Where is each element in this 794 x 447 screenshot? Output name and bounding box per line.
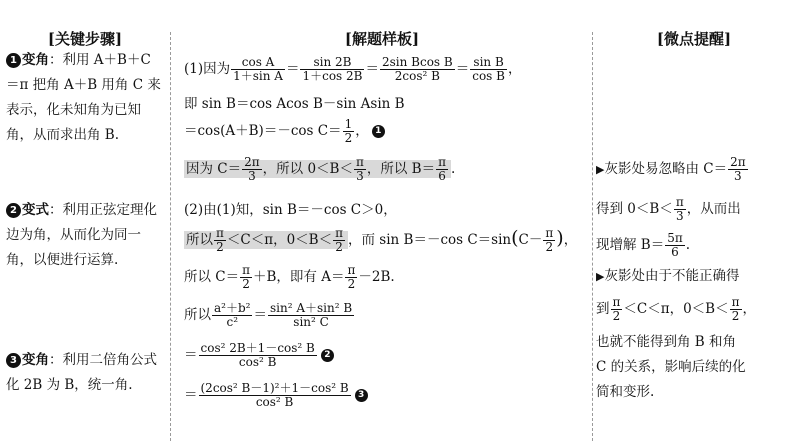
- template-body: [184, 0, 588, 447]
- fraction: $\frac{\pi}{3}$: [355, 155, 364, 183]
- step-2: [6, 198, 164, 273]
- fraction: $\frac{2\pi}{3}$: [730, 155, 746, 183]
- line-5: (2)由(1)知，sin B＝－cos C＞0，: [184, 202, 397, 218]
- tips-body: [596, 0, 792, 447]
- step-3: [6, 348, 164, 398]
- fraction: $\frac{\pi}{2}$: [612, 295, 621, 323]
- fraction: $\frac{\text{sin B}}{\text{cos B}}$: [472, 55, 505, 83]
- step-key: 变角: [22, 52, 49, 68]
- fraction: $\frac{1}{2}$: [344, 117, 353, 145]
- tip-2-line-3: 也就不能得到角 B 和角: [596, 334, 737, 350]
- divider-right: [592, 32, 593, 441]
- tip-1-line-3: 现增解 B＝ $\frac{5\pi}{6}$ .: [596, 231, 691, 259]
- fraction: $\frac{2\pi}{3}$: [244, 155, 260, 183]
- line-9: ＝ $\frac{\text{cos² 2B＋1－cos² B}}{\text{cos² B}}$ 2: [184, 342, 335, 369]
- step-number-1: 1: [6, 53, 21, 68]
- tip-1-line-1: ▶灰影处易忽略由 C＝ $\frac{2\pi}{3}$: [596, 155, 746, 183]
- step-number-2: 2: [6, 203, 21, 218]
- divider-left: [170, 32, 171, 441]
- fraction: $\frac{5\pi}{6}$: [667, 231, 683, 259]
- fraction: $\frac{\pi}{2}$: [242, 263, 251, 291]
- line-6: 所以 $\frac{\pi}{2}$ ＜C＜π，0＜B＜ $\frac{\pi}{2}$ ，而 sin B＝－cos C＝sin(C－ $\frac{\pi}{2}$ )，: [186, 226, 578, 254]
- tip-2-line-4: C 的关系，影响后续的化: [596, 359, 746, 375]
- line-10: ＝ $\frac{\text{(2cos² B－1)²＋1－cos² B}}{\text{cos² B}}$ 3: [184, 382, 369, 409]
- step-text: ：利用二倍角公式化 2B 为 B，统一角.: [6, 352, 157, 393]
- line-3: ＝cos(A＋B)＝－cos C＝ $\frac{1}{2}$ ， 1: [184, 118, 386, 145]
- step-1: [6, 48, 164, 148]
- step-key: 变角: [22, 352, 49, 368]
- fraction: $\frac{\sin 2B}{1+\cos 2B}$: [302, 55, 363, 83]
- fraction: $\frac{\text{2sin Bcos B}}{\text{2cos² B}}$: [381, 55, 453, 83]
- line-2: 即 sin B＝cos Acos B－sin Asin B: [184, 96, 405, 112]
- step-key: 变式: [22, 202, 49, 218]
- shaded-step: 因为 C＝ $\frac{2\pi}{3}$ ，所以 0＜B＜ $\frac{\pi}{3}$ ，所以 B＝ $\frac{\pi}{6}$: [184, 160, 451, 178]
- fraction: $\frac{\text{cos A}}{\text{1＋sin A}}$: [233, 55, 283, 83]
- tip-2-line-1: ▶灰影处由于不能正确得: [596, 268, 740, 284]
- line-4: 因为 C＝ $\frac{2\pi}{3}$ ，所以 0＜B＜ $\frac{\pi}{3}$ ，所以 B＝ $\frac{\pi}{6}$ .: [186, 155, 456, 183]
- line-8: 所以 $\frac{\text{a²＋b²}}{\text{c²}}$ ＝ $\frac{\text{sin² A＋sin² B}}{\text{sin² C}}$: [184, 301, 353, 329]
- fraction: $\frac{\pi}{2}$: [216, 226, 224, 254]
- fraction: $\frac{\pi}{2}$: [731, 295, 740, 323]
- marker-1: 1: [372, 125, 385, 138]
- step-text: ：利用 A＋B＋C＝π 把角 A＋B 用角 C 来表示，化未知角为已知角，从而求出角 B.: [6, 52, 161, 143]
- triangle-bullet-icon: ▶: [596, 163, 605, 176]
- fraction: $\frac{\pi}{2}$: [347, 263, 356, 291]
- fraction: $\frac{\text{cos² 2B＋1－cos² B}}{\text{cos² B}}$: [200, 341, 315, 369]
- fraction: $\frac{\pi}{3}$: [675, 195, 684, 223]
- header-template: [解题样板]: [344, 30, 420, 48]
- marker-2: 2: [321, 349, 334, 362]
- fraction: $\frac{\pi}{2}$: [545, 226, 554, 254]
- step-number-3: 3: [6, 353, 21, 368]
- fraction: $\frac{\text{sin² A＋sin² B}}{\text{sin² C}}$: [269, 301, 353, 329]
- header-tips: [微点提醒]: [656, 30, 732, 48]
- shaded-step: 所以 $\frac{\pi}{2}$ ＜C＜π，0＜B＜ $\frac{\pi}{2}$: [184, 231, 348, 249]
- triangle-bullet-icon: ▶: [596, 270, 605, 283]
- step-text: ：利用正弦定理化边为角，从而化为同一角，以便进行运算.: [6, 202, 157, 268]
- fraction: $\frac{\text{(2cos² B－1)²＋1－cos² B}}{\text{cos² B}}$: [200, 381, 349, 409]
- line-7: 所以 C＝ $\frac{\pi}{2}$ ＋B，即有 A＝ $\frac{\pi}{2}$ －2B.: [184, 263, 395, 291]
- fraction: $\frac{\pi}{2}$: [335, 226, 343, 254]
- tip-1-line-2: 得到 0＜B＜ $\frac{\pi}{3}$ ，从而出: [596, 195, 741, 223]
- fraction: $\frac{\pi}{6}$: [438, 155, 446, 183]
- marker-3: 3: [355, 389, 368, 402]
- tip-2-line-5: 简和变形.: [596, 384, 655, 400]
- header-steps: [关键步骤]: [47, 30, 123, 48]
- tip-2-line-2: 到 $\frac{\pi}{2}$ ＜C＜π，0＜B＜ $\frac{\pi}{2}$ ，: [596, 295, 756, 323]
- fraction: $\frac{\text{a²＋b²}}{\text{c²}}$: [214, 301, 251, 329]
- line-1: (1)因为 $\frac{\text{cos A}}{\text{1＋sin A}}$ ＝ $\frac{\sin 2B}{1+\cos 2B}$ ＝ $\frac{\text{2sin Bcos B}}{\text{2cos² B}}$ ＝ $\frac{\text{sin B}}{\text{cos B}}$ ，: [184, 55, 522, 83]
